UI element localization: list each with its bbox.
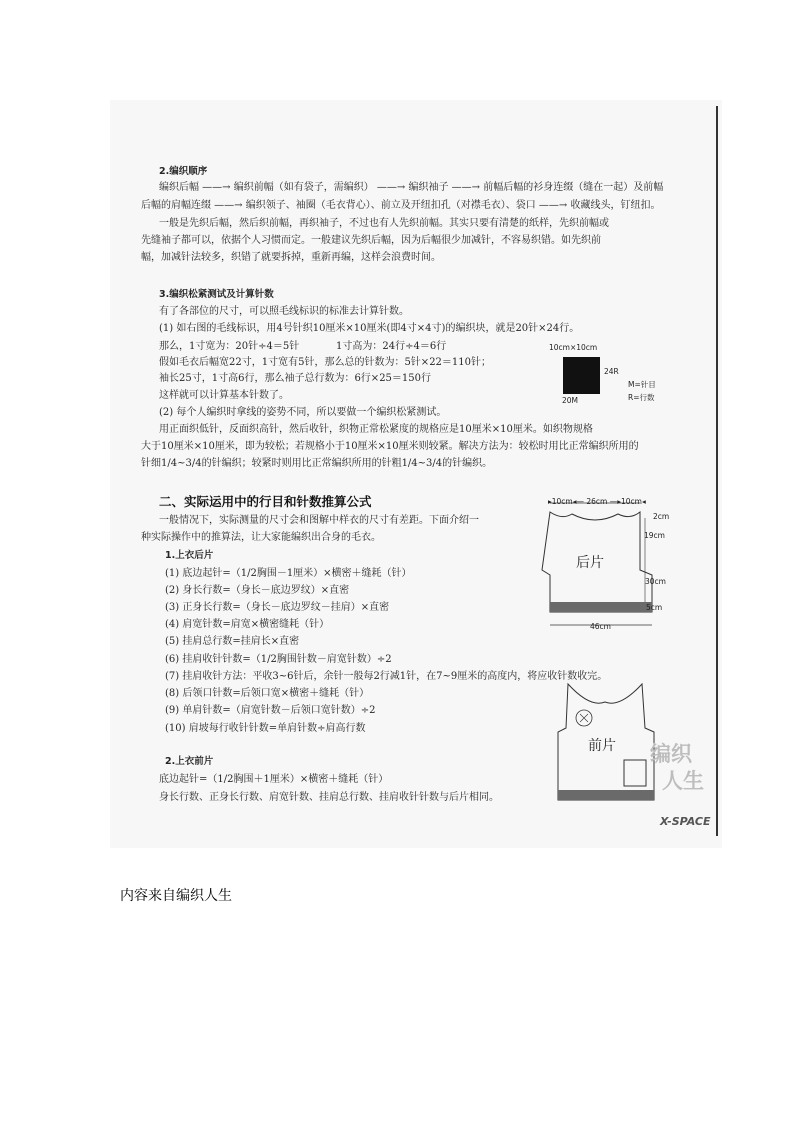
- formula-item: (7) 挂肩收针方法：平收3~6针后，余针一般每2行减1针，在7~9厘米的高度内，将应收针数收完。: [165, 671, 608, 682]
- section3-l2: (1) 如右图的毛线标识，用4号针织10厘米×10厘米(即4寸×4寸)的编织块，就是20针×24行。: [159, 323, 580, 334]
- formula-item: (3) 正身长行数=（身长－底边罗纹－挂肩）×直密: [165, 602, 390, 613]
- section3-l8a: 用正面织低针，反面织高针，然后收针，织物正常松紧度的规格应是10厘米×10厘米。如织物规格: [159, 424, 593, 435]
- front-formula-line1: 底边起针=（1/2胸围＋1厘米）×横密＋缝耗（针）: [159, 774, 389, 785]
- section2-title: 2.编织顺序: [159, 166, 208, 177]
- back-piece-title: 1.上衣后片: [165, 550, 214, 561]
- section3-l3b: 1寸高为：24行÷4＝6行: [336, 341, 447, 352]
- watermark-line2: 人生: [662, 769, 704, 793]
- section3-l3a: 那么，1寸宽为：20针÷4＝5针: [159, 341, 300, 352]
- part2-title: 二、实际运用中的行目和针数推算公式: [159, 494, 372, 509]
- footer-source-text: 内容来自编织人生: [120, 888, 232, 904]
- watermark-logo: X-SPACE: [660, 815, 711, 828]
- formula-item: (6) 挂肩收针针数=（1/2胸围针数－肩宽针数）÷2: [165, 654, 392, 665]
- swatch-size-label: 10cm×10cm: [549, 343, 598, 352]
- swatch-stitches-label: 20M: [562, 396, 579, 405]
- front-piece-label: 前片: [588, 738, 616, 754]
- part2-intro-a: 一般情况下，实际测量的尺寸会和图解中样衣的尺寸有差距。下面介绍一: [159, 515, 479, 526]
- formula-item: (4) 肩宽针数=肩宽×横密缝耗（针）: [165, 619, 330, 630]
- gauge-swatch: [563, 357, 600, 394]
- section3-l5: 袖长25寸，1寸高6行，那么袖子总行数为：6行×25＝150行: [159, 373, 432, 384]
- watermark-line1: 编织: [650, 742, 692, 766]
- formula-item: (8) 后领口针数=后领口宽×横密＋缝耗（针）: [165, 688, 370, 699]
- section2-p1a: 编织后幅 ——→ 编织前幅（如有袋子，需编织） ——→ 编织袖子 ——→ 前幅后幅的衫身连缀（缝在一起）及前幅: [159, 182, 664, 193]
- section3-l4: 假如毛衣后幅宽22寸，1寸宽有5针，那么总的针数为：5针×22＝110针；: [159, 357, 492, 368]
- section3-l7: (2) 每个人编织时拿线的姿势不同，所以要做一个编织松紧测试。: [159, 407, 447, 418]
- section2-p2b: 先缝袖子都可以，依据个人习惯而定。一般建议先织后幅，因为后幅很少加减针，不容易织错。如先织前: [141, 235, 601, 246]
- section3-l1: 有了各部位的尺寸，可以照毛线标识的标准去计算针数。: [159, 306, 409, 317]
- back-dim-30cm: 30cm: [645, 577, 666, 586]
- section3-l8b: 大于10厘米×10厘米，即为较松；若规格小于10厘米×10厘米则较紧。解决方法为：较松时用比正常编织所用的: [141, 441, 639, 452]
- formula-item: (2) 身长行数=（身长－底边罗纹）×直密: [165, 585, 350, 596]
- section3-title: 3.编织松紧测试及计算针数: [159, 289, 274, 300]
- front-formula-line2: 身长行数、正身长行数、肩宽针数、挂肩总行数、挂肩收针针数与后片相同。: [159, 792, 499, 803]
- back-top-dims: ▸10cm◂— 26cm —▸10cm◂: [548, 497, 646, 506]
- part2-intro-b: 种实际操作中的推算法，让大家能编织出合身的毛衣。: [141, 532, 381, 543]
- back-dim-2cm: 2cm: [653, 512, 670, 521]
- formula-item: (5) 挂肩总行数=挂肩长×直密: [165, 636, 300, 647]
- swatch-rows-label: 24R: [604, 367, 619, 376]
- front-piece-title: 2.上衣前片: [165, 756, 214, 767]
- back-dim-19cm: 19cm: [644, 531, 665, 540]
- section2-p2c: 幅，加减针法较多，织错了就要拆掉，重新再编，这样会浪费时间。: [141, 252, 441, 263]
- legend-m: M=针目: [628, 380, 656, 389]
- back-dim-46cm: 46cm: [590, 622, 611, 631]
- legend-r: R=行数: [628, 393, 655, 402]
- formula-item: (1) 底边起针=（1/2胸围－1厘米）×横密＋缝耗（针）: [165, 568, 412, 579]
- section3-l6: 这样就可以计算基本针数了。: [159, 390, 289, 401]
- back-dim-5cm: 5cm: [646, 603, 663, 612]
- back-piece-label: 后片: [576, 555, 604, 571]
- section3-l8c: 针细1/4~3/4的针编织；较紧时则用比正常编织所用的针粗1/4~3/4的针编织。: [141, 458, 493, 469]
- formula-item: (10) 肩坡每行收针针数=单肩针数÷肩高行数: [165, 723, 366, 734]
- section2-p2a: 一般是先织后幅，然后织前幅，再织袖子，不过也有人先织前幅。其实只要有清楚的纸样，先织前幅或: [159, 218, 609, 229]
- formula-item: (9) 单肩针数=（肩宽针数－后领口宽针数）÷2: [165, 705, 376, 716]
- section2-p1b: 后幅的肩幅连缀 ——→ 编织领子、袖圈（毛衣背心）、前立及开纽扣孔（对襟毛衣）、袋口 ——→ 收藏线头，钉纽扣。: [141, 200, 661, 211]
- page-edge-line: [716, 106, 718, 836]
